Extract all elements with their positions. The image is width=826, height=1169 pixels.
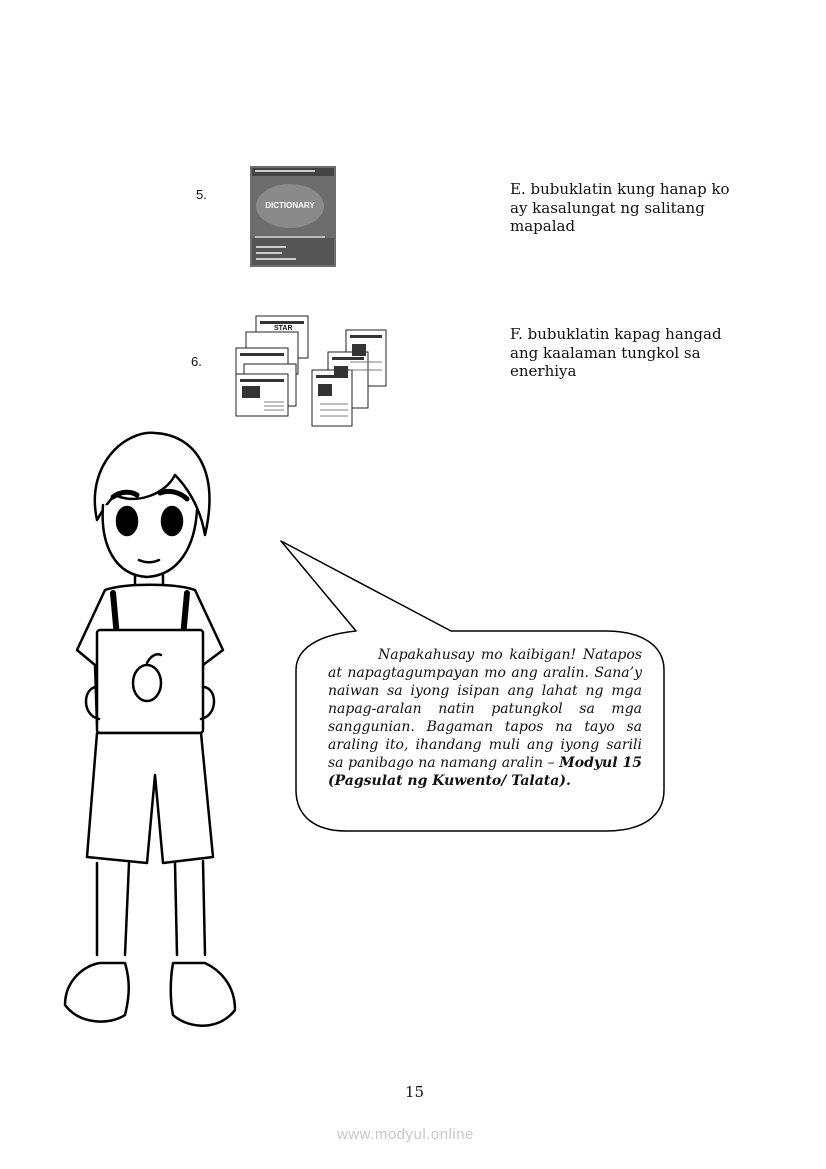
choice-f: F. bubuklatin kapag hangad ang kaalaman tungkol sa enerhiya <box>510 325 722 380</box>
bubble-message: Napakahusay mo kaibigan! Natapos at napagtagumpayan mo ang aralin. Sana’y naiwan sa iyong isipan ang lahat ng mga napag-aralan natin patungkol sa mga sanggunian. Bagaman tapos na tayo sa araling ito, ihandang muli ang iyong sarili sa panibago na namang aralin – <box>328 647 642 771</box>
boy-illustration <box>55 425 240 1035</box>
item-number-5: 5. <box>196 187 207 202</box>
choice-e: E. bubuklatin kung hanap ko ay kasalungat ng salitang mapalad <box>510 180 730 235</box>
newspaper-image <box>224 312 389 430</box>
newspaper-label: STAR <box>274 325 293 332</box>
bubble-module-title: Modyul 15 (Pagsulat ng Kuwento/ Talata). <box>328 755 642 789</box>
page-number: 15 <box>405 1083 425 1101</box>
item-number-6: 6. <box>191 354 202 369</box>
speech-bubble-text <box>328 646 642 790</box>
watermark: www.modyul.online <box>337 1126 474 1143</box>
dictionary-image <box>250 166 336 267</box>
dictionary-label: DICTIONARY <box>265 201 315 210</box>
